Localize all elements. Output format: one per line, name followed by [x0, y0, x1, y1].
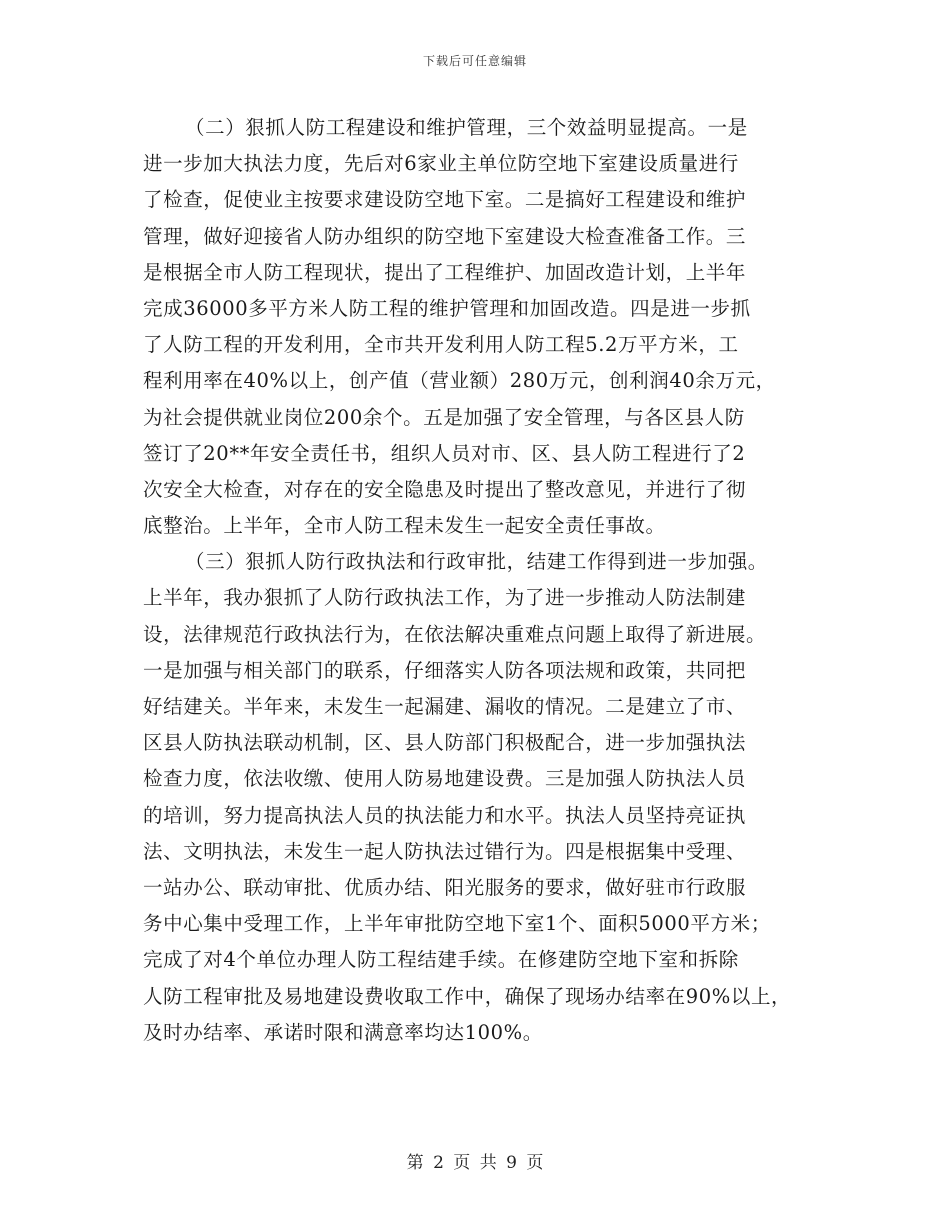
paragraph-line: 了检查，促使业主按要求建设防空地下室。二是搞好工程建设和维护	[143, 188, 747, 212]
paragraph-line: 务中心集中受理工作，上半年审批防空地下室1个、面积5000平方米；	[143, 912, 771, 936]
document-body	[143, 110, 823, 1051]
paragraph-line: 好结建关。半年来，未发生一起漏建、漏收的情况。二是建立了市、	[143, 695, 747, 718]
paragraph-line: 人防工程审批及易地建设费收取工作中，确保了现场办结率在90%以上，	[143, 984, 792, 1008]
paragraph-line: 进一步加大执法力度，先后对6家业主单位防空地下室建设质量进行	[143, 152, 739, 176]
paragraph-line: 管理，做好迎接省人防办组织的防空地下室建设大检查准备工作。三	[143, 224, 747, 248]
paragraph-line: 完成了对4个单位办理人防工程结建手续。在修建防空地下室和拆除	[143, 948, 739, 972]
paragraph-line: 检查力度，依法收缴、使用人防易地建设费。三是加强人防执法人员	[143, 767, 747, 791]
paragraph-line: 区县人防执法联动机制，区、县人防部门积极配合，进一步加强执法	[143, 731, 747, 755]
paragraph-line: 上半年，我办狠抓了人防行政执法工作，为了进一步推动人防法制建	[143, 586, 747, 610]
paragraph-line: （二）狠抓人防工程建设和维护管理，三个效益明显提高。一是	[185, 116, 748, 139]
paragraph-line: （三）狠抓人防行政执法和行政审批，结建工作得到进一步加强。	[185, 550, 768, 574]
page-number-footer: 第 2 页 共 9 页	[406, 1153, 544, 1173]
paragraph-line: 完成36000多平方米人防工程的维护管理和加固改造。四是进一步抓	[143, 296, 751, 320]
paragraph-line: 一站办公、联动审批、优质办结、阳光服务的要求，做好驻市行政服	[143, 875, 747, 899]
paragraph-line: 程利用率在40%以上，创产值（营业额）280万元，创利润40余万元，	[143, 369, 776, 393]
paragraph-line: 及时办结率、承诺时限和满意率均达100%。	[143, 1020, 543, 1044]
paragraph-line: 法、文明执法，未发生一起人防执法过错行为。四是根据集中受理、	[143, 839, 747, 863]
paragraph-line: 为社会提供就业岗位200余个。五是加强了安全管理，与各区县人防	[143, 405, 745, 429]
paragraph-line: 的培训，努力提高执法人员的执法能力和水平。执法人员坚持亮证执	[143, 803, 747, 827]
paragraph-line: 次安全大检查，对存在的安全隐患及时提出了整改意见，并进行了彻	[143, 477, 747, 501]
paragraph-line: 设，法律规范行政执法行为，在依法解决重难点问题上取得了新进展。	[143, 622, 767, 646]
header-note: 下载后可任意编辑	[422, 54, 527, 68]
paragraph-line: 了人防工程的开发利用，全市共开发利用人防工程5.2万平方米，工	[143, 333, 739, 357]
paragraph-line: 签订了20**年安全责任书，组织人员对市、区、县人防工程进行了2	[143, 441, 746, 465]
paragraph-line: 一是加强与相关部门的联系，仔细落实人防各项法规和政策，共同把	[143, 658, 747, 682]
paragraph-line: 是根据全市人防工程现状，提出了工程维护、加固改造计划，上半年	[143, 260, 747, 284]
paragraph-line: 底整治。上半年，全市人防工程未发生一起安全责任事故。	[143, 514, 666, 538]
